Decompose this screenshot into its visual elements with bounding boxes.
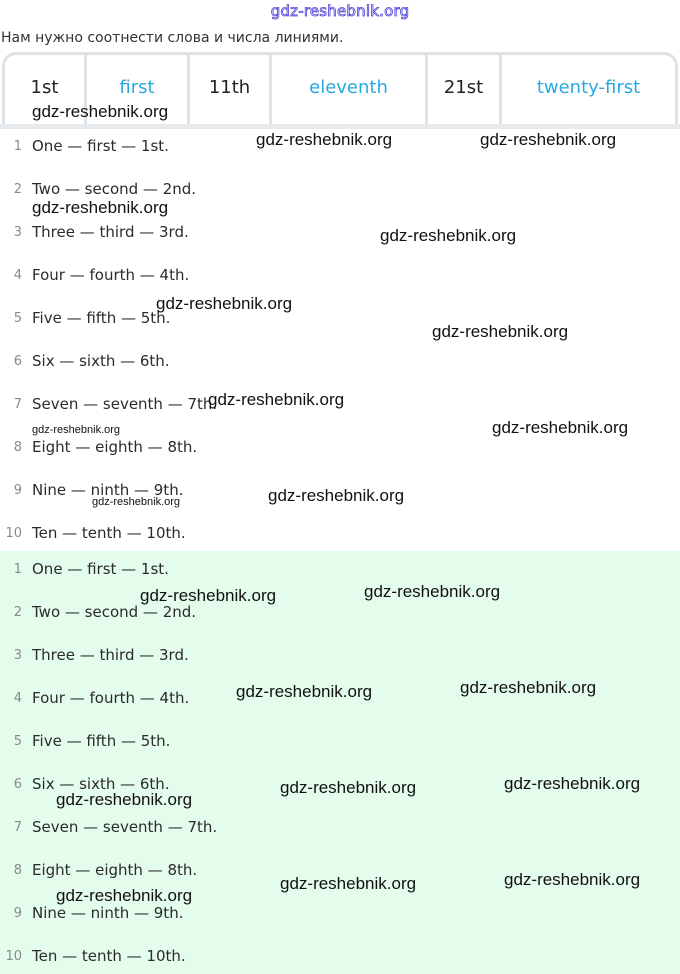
answer-item-number: 5 <box>13 733 22 749</box>
answer-item-number: 1 <box>13 561 22 577</box>
list-item-number: 7 <box>13 396 22 412</box>
list-item-number: 2 <box>13 181 22 197</box>
table-cell-11th: 11th <box>190 55 272 126</box>
list-item <box>0 221 189 243</box>
answer-item-number: 9 <box>13 905 22 921</box>
list-item <box>0 350 170 372</box>
answer-item-number: 7 <box>13 819 22 835</box>
list-item-text: Two — second — 2nd. <box>32 180 197 198</box>
list-item-text: Three — third — 3rd. <box>32 223 189 241</box>
watermark: gdz-reshebnik.org <box>280 874 417 893</box>
list-item-number: 4 <box>13 267 22 283</box>
watermark: gdz-reshebnik.org <box>480 130 617 149</box>
list-item-text: One — first — 1st. <box>32 137 169 155</box>
table-bottom-border <box>0 124 680 129</box>
answer-item-text: Four — fourth — 4th. <box>32 689 190 707</box>
answer-item-text: Seven — seventh — 7th. <box>32 818 218 836</box>
list-item <box>0 135 169 157</box>
watermark: gdz-reshebnik.org <box>156 294 293 313</box>
answer-item <box>0 730 170 752</box>
watermark: gdz-reshebnik.org <box>236 682 373 701</box>
list-item-number: 1 <box>13 138 22 154</box>
list-item-text: Seven — seventh — 7th. <box>32 395 218 413</box>
list-item <box>0 264 189 286</box>
list-item-text: Ten — tenth — 10th. <box>32 524 186 542</box>
watermark: gdz-reshebnik.org <box>32 102 169 121</box>
site-header-watermark[interactable]: gdz-reshebnik.org <box>270 2 410 20</box>
table-cell-eleventh: eleventh <box>272 55 428 126</box>
answer-item-text: Ten — tenth — 10th. <box>32 947 186 965</box>
answer-item-text: One — first — 1st. <box>32 560 169 578</box>
answer-item <box>0 816 217 838</box>
list-item-number: 9 <box>13 482 22 498</box>
table-cell-twenty-first: twenty-first <box>536 77 641 98</box>
answer-item-text: Five — fifth — 5th. <box>32 732 171 750</box>
table-cell-1st: 1st <box>5 55 87 126</box>
watermark: gdz-reshebnik.org <box>32 198 169 217</box>
table-cell-21st: 21st <box>428 55 502 126</box>
watermark: gdz-reshebnik.org <box>92 496 181 508</box>
answer-item <box>0 945 186 967</box>
watermark: gdz-reshebnik.org <box>256 130 393 149</box>
list-item-text: Nine — ninth — 9th. <box>32 481 184 499</box>
watermark: gdz-reshebnik.org <box>32 424 121 436</box>
answer-item <box>0 644 189 666</box>
watermark: gdz-reshebnik.org <box>364 582 501 601</box>
list-item <box>0 178 196 200</box>
watermark: gdz-reshebnik.org <box>504 774 641 793</box>
list-item <box>0 393 217 415</box>
list-item-number: 3 <box>13 224 22 240</box>
answer-item-text: Three — third — 3rd. <box>32 646 189 664</box>
watermark: gdz-reshebnik.org <box>268 486 405 505</box>
answer-item-number: 6 <box>13 776 22 792</box>
list-item-number: 10 <box>5 525 22 541</box>
answer-item-number: 3 <box>13 647 22 663</box>
list-item-text: Six — sixth — 6th. <box>32 352 170 370</box>
list-item <box>0 307 170 329</box>
answer-item <box>0 558 169 580</box>
watermark: gdz-reshebnik.org <box>56 790 193 809</box>
list-item <box>0 522 186 544</box>
answer-item-text: Six — sixth — 6th. <box>32 775 170 793</box>
answer-item-number: 4 <box>13 690 22 706</box>
watermark: gdz-reshebnik.org <box>504 870 641 889</box>
list-item <box>0 436 197 458</box>
list-item-number: 8 <box>13 439 22 455</box>
list-item-text: Four — fourth — 4th. <box>32 266 190 284</box>
watermark: gdz-reshebnik.org <box>432 322 569 341</box>
answer-item-number: 2 <box>13 604 22 620</box>
answer-item <box>0 859 197 881</box>
list-item-text: Five — fifth — 5th. <box>32 309 171 327</box>
answer-item-text: Nine — ninth — 9th. <box>32 904 184 922</box>
table-cell-first: first <box>87 55 190 126</box>
watermark: gdz-reshebnik.org <box>460 678 597 697</box>
answer-item <box>0 687 189 709</box>
watermark: gdz-reshebnik.org <box>140 586 277 605</box>
watermark: gdz-reshebnik.org <box>492 418 629 437</box>
answer-item-number: 10 <box>5 948 22 964</box>
answer-item-number: 8 <box>13 862 22 878</box>
watermark: gdz-reshebnik.org <box>56 886 193 905</box>
task-instruction: Нам нужно соотнести слова и числа линиями. <box>1 30 344 46</box>
watermark: gdz-reshebnik.org <box>380 226 517 245</box>
watermark: gdz-reshebnik.org <box>280 778 417 797</box>
list-item-text: Eight — eighth — 8th. <box>32 438 198 456</box>
answer-item-text: Two — second — 2nd. <box>32 603 197 621</box>
watermark: gdz-reshebnik.org <box>208 390 345 409</box>
answer-item-text: Eight — eighth — 8th. <box>32 861 198 879</box>
list-item-number: 5 <box>13 310 22 326</box>
list-item-number: 6 <box>13 353 22 369</box>
